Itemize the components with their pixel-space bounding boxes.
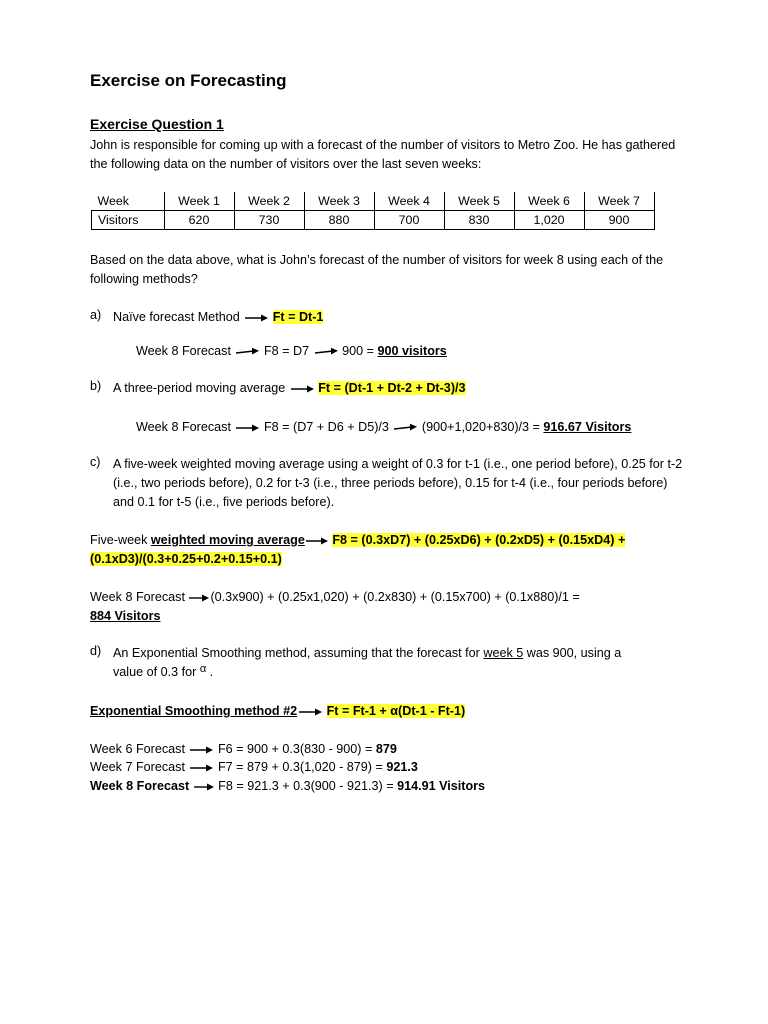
calc-equation: (0.3x900) + (0.25x1,020) + (0.2x830) + (0.15x700) + (0.1x880)/1 = bbox=[210, 590, 580, 604]
arrow-right-icon bbox=[243, 313, 269, 323]
table-cell: 700 bbox=[374, 211, 444, 230]
week7-forecast-line bbox=[90, 758, 690, 777]
item-d-label: d) bbox=[90, 644, 102, 658]
intro-paragraph: John is responsible for coming up with a forecast of the number of visitors to Metro Zoo. He has gathered the following data on the number of visitors over the last seven weeks: bbox=[90, 138, 676, 171]
calc-prefix: Week 6 Forecast bbox=[90, 742, 185, 756]
item-d-text-before: An Exponential Smoothing method, assuming that the forecast for bbox=[113, 646, 480, 660]
arrow-right-icon bbox=[193, 782, 215, 792]
week6-forecast-line bbox=[90, 740, 690, 759]
prompt-paragraph: Based on the data above, what is John’s forecast of the number of visitors for week 8 using each of the following methods? bbox=[90, 253, 664, 286]
arrow-right-icon bbox=[392, 423, 418, 433]
table-cell: Week 6 bbox=[514, 192, 584, 211]
calc-prefix: Week 7 Forecast bbox=[90, 760, 185, 774]
item-a-label: a) bbox=[90, 308, 102, 322]
table-row bbox=[92, 211, 655, 230]
item-d-text-line2: value of 0.3 for bbox=[113, 665, 197, 679]
calc-prefix: Week 8 Forecast bbox=[136, 344, 231, 358]
exp-formula: Ft = Ft-1 + α(Dt-1 - Ft-1) bbox=[326, 704, 466, 718]
calc-prefix: Week 8 Forecast bbox=[90, 590, 185, 604]
week8-forecast-line bbox=[90, 777, 690, 796]
calc-prefix: Week 8 Forecast bbox=[90, 779, 190, 793]
item-b-text: A three-period moving average bbox=[113, 381, 286, 395]
arrow-right-icon bbox=[188, 745, 214, 755]
wma-link-text: weighted moving average bbox=[150, 533, 305, 547]
calc-middle: (900+1,020+830)/3 = bbox=[421, 420, 540, 434]
wma-formula-line2: (0.1xD3)/(0.3+0.25+0.2+0.15+0.1) bbox=[90, 552, 282, 566]
calc-result: 879 bbox=[375, 742, 397, 756]
arrow-right-icon bbox=[297, 707, 323, 717]
calc-equation: F8 = 921.3 + 0.3(900 - 921.3) = bbox=[218, 779, 394, 793]
calc-equation: F8 = (D7 + D6 + D5)/3 bbox=[263, 420, 389, 434]
table-cell: 620 bbox=[164, 211, 234, 230]
table-cell: Week 7 bbox=[584, 192, 654, 211]
exp-smoothing-block bbox=[90, 702, 690, 721]
table-cell: 900 bbox=[584, 211, 654, 230]
calc-result: 914.91 Visitors bbox=[397, 779, 486, 793]
arrow-right-icon bbox=[305, 536, 329, 546]
calc-equation: F6 = 900 + 0.3(830 - 900) = bbox=[217, 742, 373, 756]
table-cell: Week 2 bbox=[234, 192, 304, 211]
item-a bbox=[113, 308, 693, 327]
table-cell: Week 3 bbox=[304, 192, 374, 211]
calc-equation: F8 = D7 bbox=[263, 344, 310, 358]
table-cell: 830 bbox=[444, 211, 514, 230]
table-cell: Week 5 bbox=[444, 192, 514, 211]
table-cell: Week 4 bbox=[374, 192, 444, 211]
calc-result: 900 visitors bbox=[377, 344, 447, 358]
item-b-label: b) bbox=[90, 379, 102, 393]
calc-result: 916.67 Visitors bbox=[543, 420, 632, 434]
naive-formula: Ft = Dt-1 bbox=[272, 310, 324, 324]
item-b bbox=[113, 379, 693, 398]
table-row bbox=[92, 192, 655, 211]
item-d-text bbox=[113, 644, 693, 683]
calc-result: 884 Visitors bbox=[90, 609, 161, 623]
arrow-right-icon bbox=[313, 347, 339, 357]
item-c-text: A five-week weighted moving average using a weight of 0.3 for t-1 (i.e., one period before), 0.25 for t-2 (i.e., two periods before), 0.2 for t-3 (i.e., three periods before), 0.15 for t-4 (i.e., four periods before) and 0.1 for t-5 (i.e., five periods before). bbox=[113, 457, 683, 509]
item-c-calculation bbox=[90, 588, 690, 626]
alpha-symbol: α bbox=[199, 663, 207, 675]
exp-method-label: Exponential Smoothing method #2 bbox=[90, 704, 298, 718]
page-title: Exercise on Forecasting bbox=[90, 71, 287, 90]
table-cell: Week 1 bbox=[164, 192, 234, 211]
item-c-label: c) bbox=[90, 455, 101, 469]
table-cell: 880 bbox=[304, 211, 374, 230]
arrow-right-icon bbox=[234, 347, 260, 357]
moving-average-formula: Ft = (Dt-1 + Dt-2 + Dt-3)/3 bbox=[318, 381, 466, 395]
table-cell: 730 bbox=[234, 211, 304, 230]
item-d-text-end: . bbox=[209, 665, 214, 679]
calc-equation: F7 = 879 + 0.3(1,020 - 879) = bbox=[217, 760, 383, 774]
wma-prefix: Five-week bbox=[90, 533, 148, 547]
calc-prefix: Week 8 Forecast bbox=[136, 420, 231, 434]
item-a-calculation bbox=[136, 342, 716, 361]
table-cell: 1,020 bbox=[514, 211, 584, 230]
wma-formula-line1: F8 = (0.3xD7) + (0.25xD6) + (0.2xD5) + (0.15xD4) + bbox=[332, 533, 626, 547]
item-b-calculation bbox=[136, 418, 716, 437]
wma-block bbox=[90, 531, 690, 569]
arrow-right-icon bbox=[188, 593, 210, 603]
table-cell: Week bbox=[92, 192, 165, 211]
question-heading: Exercise Question 1 bbox=[90, 116, 224, 132]
item-a-text: Naïve forecast Method bbox=[113, 310, 240, 324]
calc-middle: 900 = bbox=[342, 344, 374, 358]
arrow-right-icon bbox=[188, 763, 214, 773]
item-d-week-link: week 5 bbox=[483, 646, 524, 660]
arrow-right-icon bbox=[234, 423, 260, 433]
item-d-text-after: was 900, using a bbox=[526, 646, 622, 660]
visitors-table bbox=[91, 192, 655, 230]
calc-result: 921.3 bbox=[386, 760, 418, 774]
arrow-right-icon bbox=[289, 384, 315, 394]
table-cell: Visitors bbox=[92, 211, 165, 230]
